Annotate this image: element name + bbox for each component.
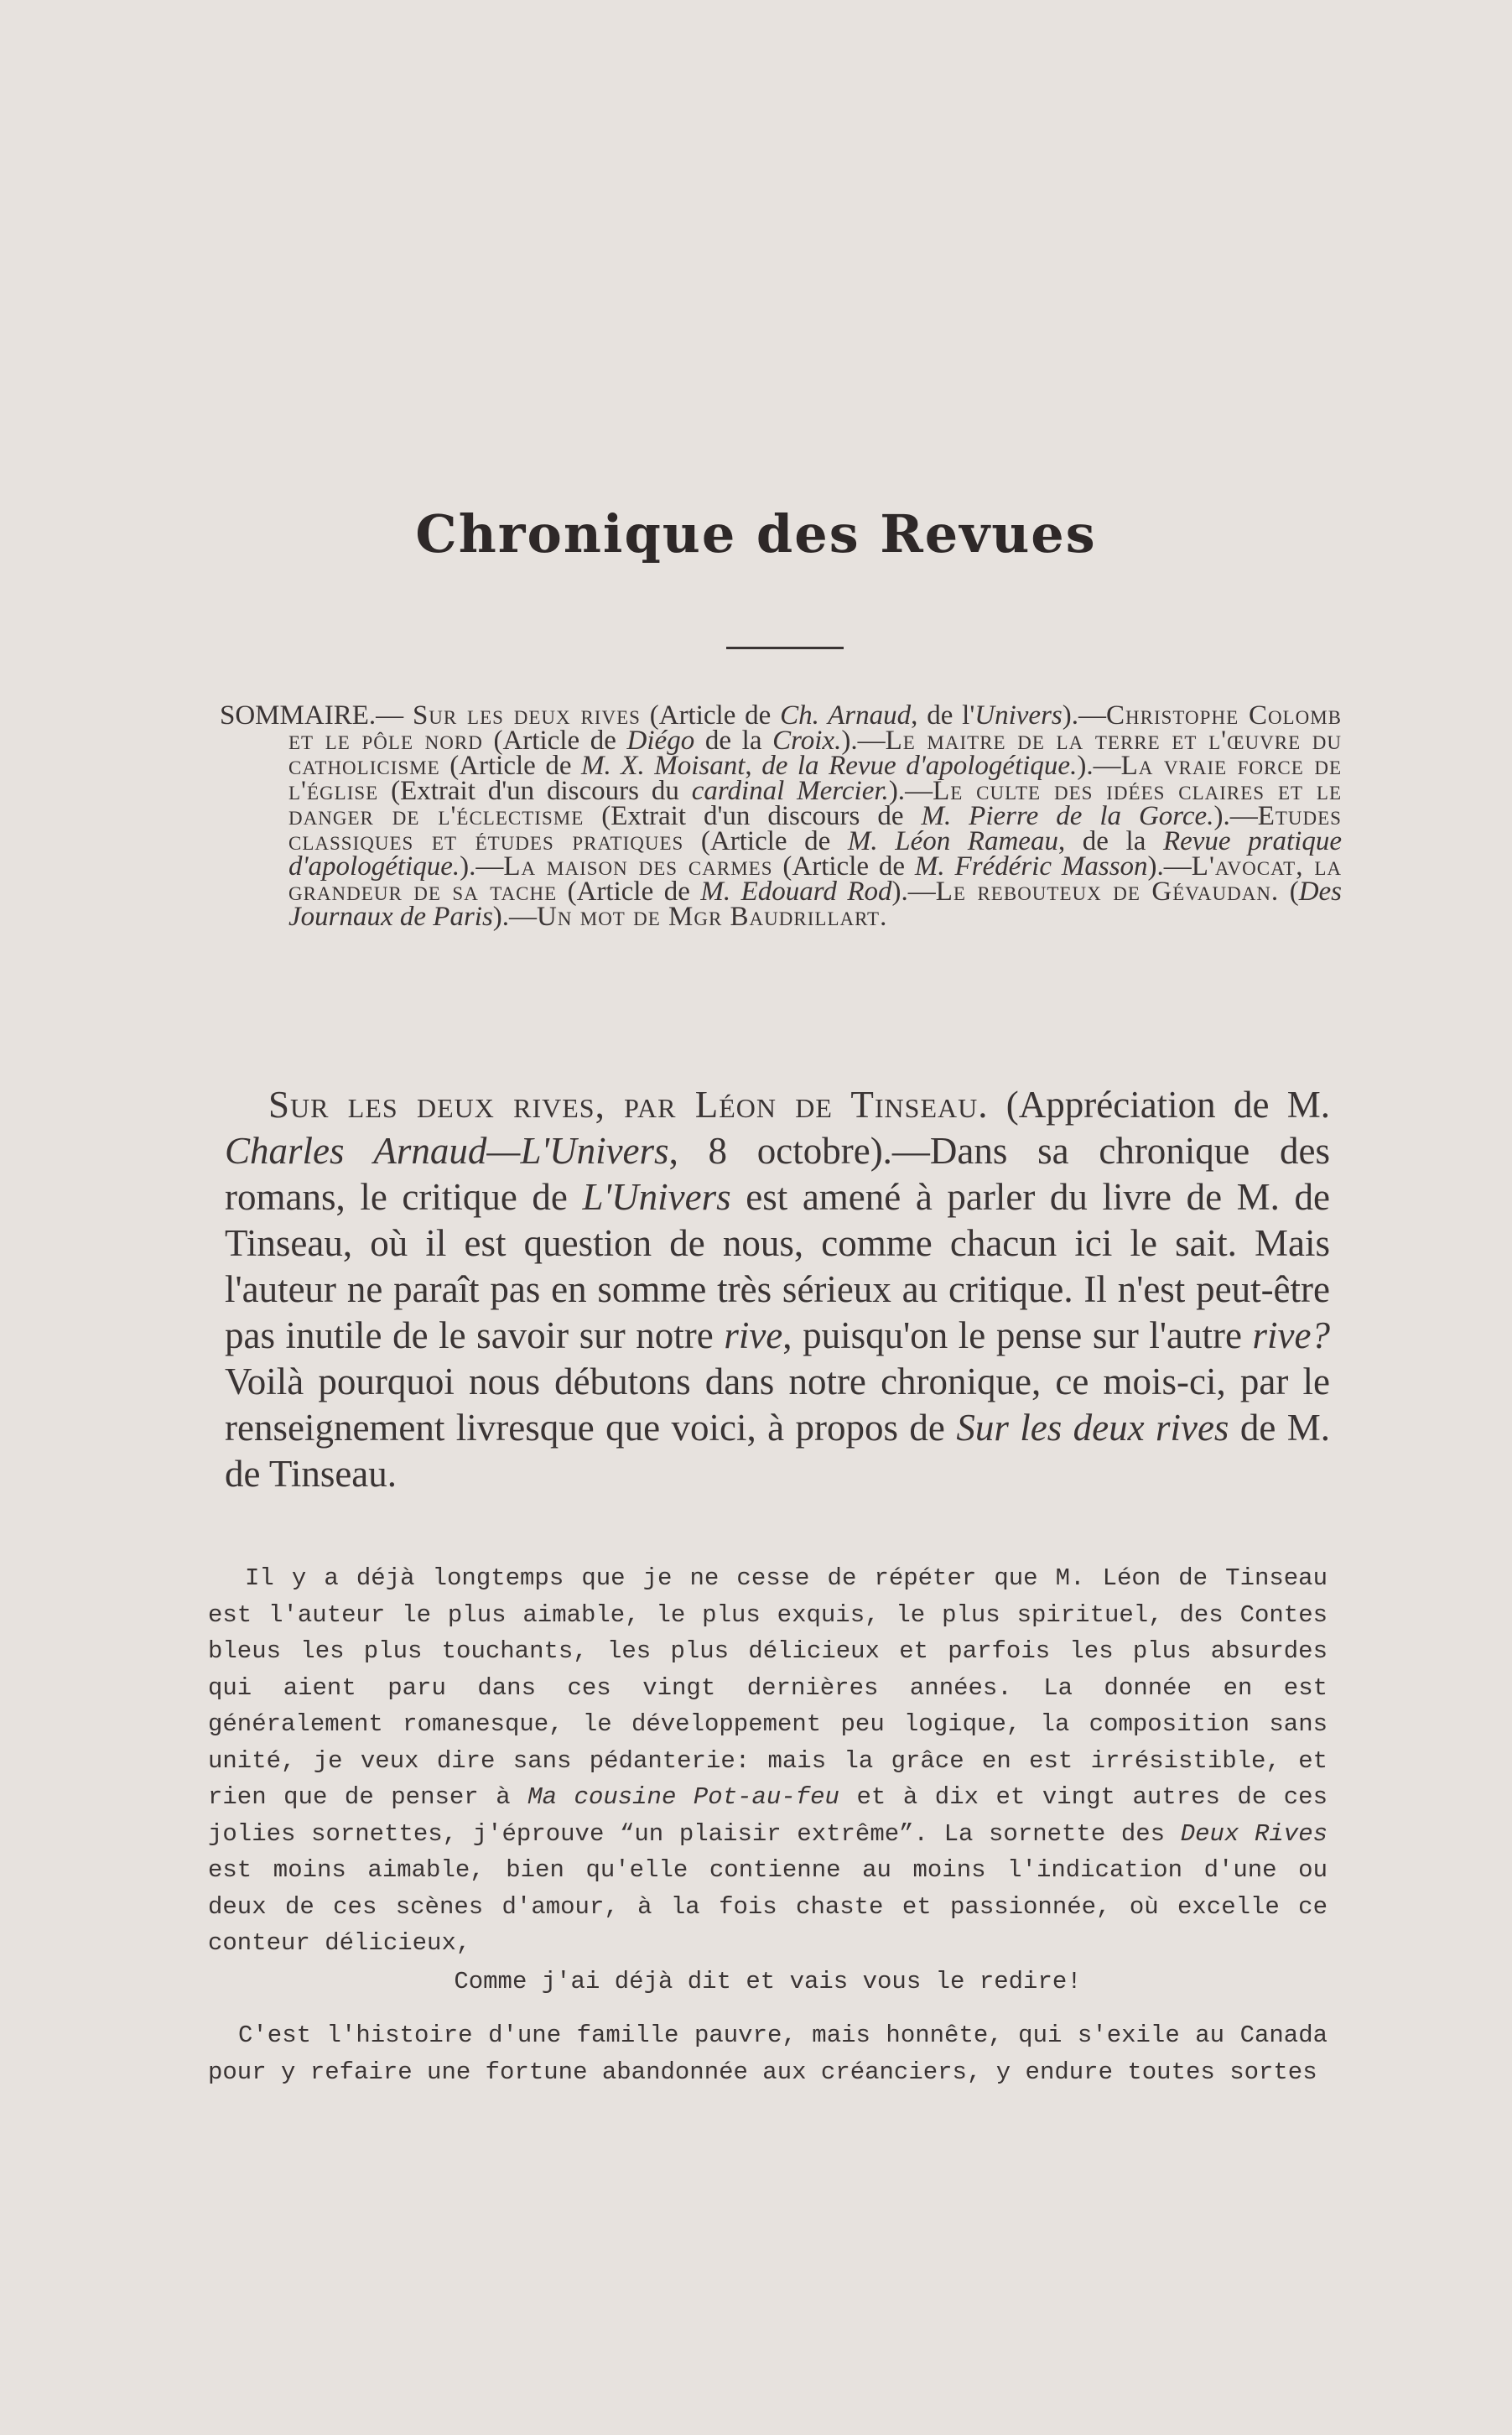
summary-source: ( <box>1289 877 1299 907</box>
summary-heading: La vraie force de l'église <box>288 751 1342 806</box>
summary-items <box>288 700 1342 932</box>
quote-text: et à dix et vingt autres de ces jolies sornettes, j'éprouve “un plaisir extrême”. La sornette des <box>208 1783 1328 1848</box>
summary-end: ). <box>841 726 858 756</box>
lead-heading: Sur les deux rives, par Léon de Tinseau. <box>268 1084 989 1126</box>
lead-italic: Sur les deux rives <box>956 1407 1229 1449</box>
summary-dash: — <box>857 726 886 756</box>
summary-source: de la <box>694 726 773 756</box>
quote-text: Il y a déjà longtemps que je ne cesse de répéter que M. Léon de Tinseau est l'auteur le plus aimable, le plus exquis, le plus spirituel, des Contes bleus les plus touchants, les plus délicieux et parfois les plus absurdes qui aient paru dans ces vingt dernières années. La donnée en est généralement romanesque, le développement peu logique, la composition sans unité, je veux dire sans pédanterie: mais la grâce en est irrésistible, et rien que de penser à <box>208 1564 1328 1811</box>
lead-italic: rive <box>724 1314 783 1356</box>
summary-end: ). <box>492 902 510 932</box>
summary-dash: — <box>376 700 413 731</box>
lead-italic: rive? <box>1252 1314 1330 1356</box>
summary-author: M. X. Moisant <box>581 751 746 781</box>
summary-label: SOMMAIRE. <box>220 700 377 731</box>
quoted-passage <box>208 1560 1328 2000</box>
summary-source: (Article de <box>700 826 848 856</box>
summary-dash: — <box>509 902 538 932</box>
title-divider <box>726 647 844 649</box>
page-title: Chronique des Revues <box>415 503 1097 565</box>
summary-block <box>220 700 1343 932</box>
quoted-passage-continued <box>208 2017 1328 2090</box>
summary-end: ). <box>891 877 908 907</box>
summary-paragraph <box>220 700 1343 932</box>
quote-paragraph: C'est l'histoire d'une famille pauvre, mais honnête, qui s'exile au Canada pour y refaire une fortune abandonnée aux créanciers, y endure toutes sortes <box>208 2021 1328 2086</box>
summary-source: (Article de <box>649 700 781 731</box>
summary-source: (Article de <box>782 851 915 882</box>
summary-source: (Article de <box>567 877 701 907</box>
summary-end: ). <box>888 776 906 806</box>
summary-heading: Un mot de Mgr Baudrillart. <box>537 902 888 932</box>
summary-source: (Extrait d'un discours de <box>601 801 922 831</box>
summary-heading: L'avocat, la grandeur de sa tache <box>288 851 1342 907</box>
summary-author: M. Léon Rameau <box>847 826 1058 856</box>
summary-heading: La maison des carmes <box>503 851 773 882</box>
summary-end: ). <box>1213 801 1230 831</box>
summary-heading: Le culte des idées claires et le danger de l'éclectisme <box>288 776 1342 831</box>
summary-author: Ch. Arnaud <box>780 700 912 731</box>
summary-end: ). <box>1147 851 1164 882</box>
summary-author: M. Pierre de la Gorce. <box>921 801 1214 831</box>
summary-publication: de la Revue d'apologétique. <box>761 751 1078 781</box>
summary-source: (Article de <box>449 751 582 781</box>
summary-publication: Univers <box>974 700 1063 731</box>
summary-dash: — <box>1229 801 1258 831</box>
lead-text: Voilà pourquoi nous débutons dans notre chronique, ce mois-ci, par le renseignement livresque que voici, à propos de <box>225 1361 1330 1449</box>
summary-dash: — <box>907 877 936 907</box>
summary-heading: Le rebouteux de Gévaudan. <box>935 877 1280 907</box>
lead-italic: Charles Arnaud—L'Univers <box>225 1130 669 1172</box>
summary-end: ). <box>1062 700 1079 731</box>
quote-centered-line: Comme j'ai déjà dit et vais vous le redire! <box>454 1967 1082 1995</box>
lead-paragraph <box>225 1082 1330 1497</box>
lead-italic: L'Univers <box>582 1176 731 1218</box>
summary-end: ). <box>460 851 476 882</box>
summary-dash: — <box>1078 700 1107 731</box>
summary-dash: — <box>905 776 933 806</box>
summary-heading: Etudes classiques et études pratiques <box>288 801 1342 856</box>
summary-source: , de la <box>1057 826 1163 856</box>
summary-publication: Revue pratique d'apologétique. <box>288 826 1342 882</box>
summary-dash: — <box>475 851 504 882</box>
summary-heading: Le maitre de la terre et l'œuvre du catholicisme <box>288 726 1343 781</box>
summary-author: Des Journaux de Paris <box>288 877 1343 932</box>
summary-author: M. Frédéric Masson <box>914 851 1148 882</box>
summary-end: ). <box>1077 751 1094 781</box>
lead-text: de M. de Tinseau. <box>225 1407 1330 1495</box>
summary-author: M. Edouard Rod <box>700 877 892 907</box>
summary-publication: Croix. <box>772 726 842 756</box>
summary-author: cardinal Mercier. <box>691 776 889 806</box>
summary-author: Diégo <box>626 726 695 756</box>
summary-source: (Article de <box>493 726 627 756</box>
lead-text: , 8 octobre).—Dans sa chronique des romans, le critique de <box>225 1130 1330 1218</box>
summary-dash: — <box>1163 851 1192 882</box>
lead-text: (Appréciation de M. <box>988 1084 1330 1126</box>
quote-italic: Deux Rives <box>1180 1819 1328 1848</box>
summary-source: , <box>745 751 762 781</box>
quote-italic: Ma cousine Pot-au-feu <box>527 1783 839 1811</box>
summary-heading: Christophe Colomb et le pôle nord <box>288 700 1343 756</box>
summary-source: , de l' <box>911 700 975 731</box>
summary-source: (Extrait d'un discours du <box>391 776 692 806</box>
quote-text: est moins aimable, bien qu'elle contienne au moins l'indication d'une ou deux de ces scènes d'amour, à la fois chaste et passionnée, où excelle ce conteur délicieux, <box>208 1856 1328 1957</box>
summary-dash: — <box>1093 751 1121 781</box>
summary-heading: Sur les deux rives <box>412 700 641 731</box>
lead-text: , puisqu'on le pense sur l'autre <box>782 1314 1253 1356</box>
lead-text: est amené à parler du livre de M. de Tinseau, où il est question de nous, comme chacun ici le sait. Mais l'auteur ne paraît pas en somme très sérieux au critique. Il n'est peut-être pas inutile de le savoir sur notre <box>225 1176 1330 1356</box>
